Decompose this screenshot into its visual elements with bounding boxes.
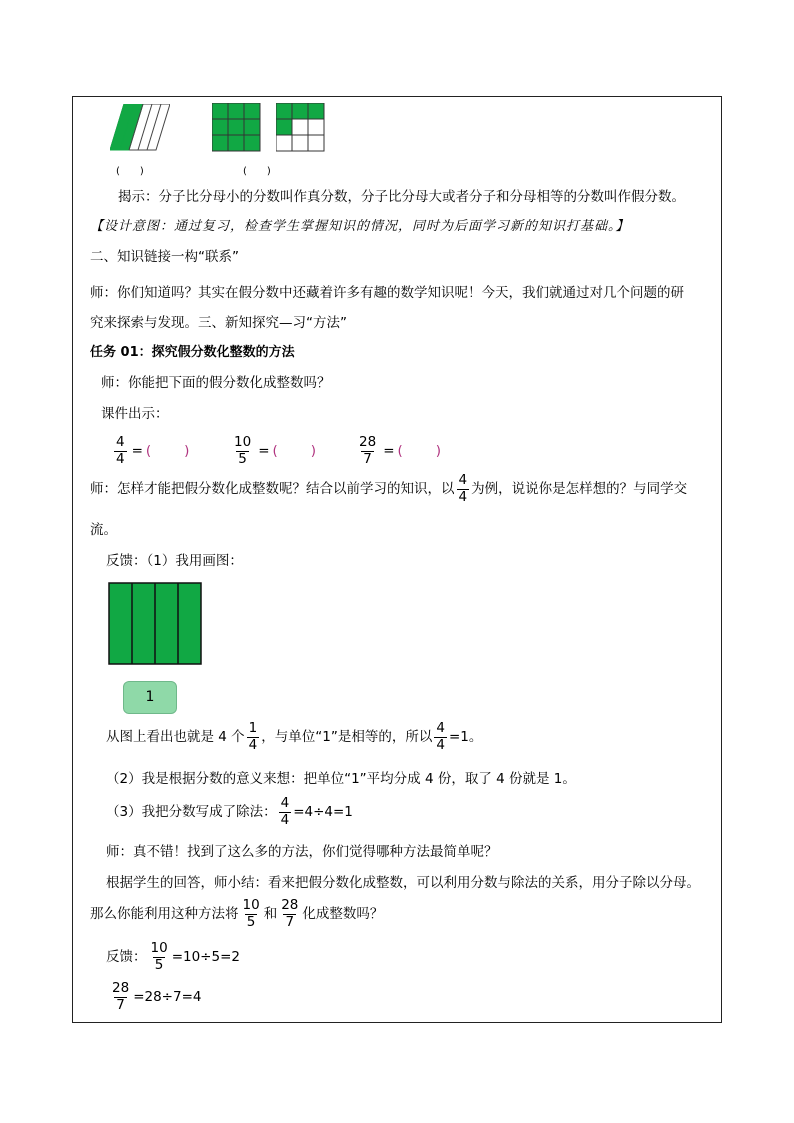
method-3-text: （3）我把分数写成了除法： $\frac{4}{4}$ =4÷4=1 xyxy=(106,795,353,828)
parallelogram-figure xyxy=(110,104,170,154)
teacher-line: 流。 xyxy=(90,522,117,538)
grid-figure-full xyxy=(212,103,262,153)
courseware-label: 课件出示： xyxy=(101,406,169,422)
answer-blank-1: ( ) xyxy=(116,166,144,177)
method-2-text: （2）我是根据分数的意义来想：把单位“1”平均分成 4 份，取了 4 份就是 1。 xyxy=(106,771,576,787)
answer-blank-2: ( ) xyxy=(243,166,271,177)
unit-one-box: 1 xyxy=(123,681,177,714)
teacher-line: 师：你们知道吗？其实在假分数中还藏着许多有趣的数学知识呢！今天，我们就通过对几个问题的研 xyxy=(90,285,684,301)
task-title: 任务 01：探究假分数化整数的方法 xyxy=(90,345,295,360)
exercise-item-3: $\frac{28}{7}$ = ( ) xyxy=(359,434,444,467)
feedback-label: 反馈：（1）我用画图： xyxy=(106,553,243,569)
teacher-line: 师：你能把下面的假分数化成整数吗？ xyxy=(101,375,331,391)
reveal-text: 揭示：分子比分母小的分数叫作真分数，分子比分母大或者分子和分母相等的分数叫作假分数。 xyxy=(118,189,685,205)
feedback-division-2: $\frac{28}{7}$ =28÷7=4 xyxy=(112,980,202,1013)
picture-result-text: 从图上看出也就是 4 个 $\frac{1}{4}$ ，与单位“1”是相等的，所以 $\frac{4}{4}$ =1。 xyxy=(106,720,483,753)
exercise-item-1: $\frac{4}{4}$ = ( ) xyxy=(116,434,192,467)
grid-figure-partial xyxy=(276,103,326,153)
teacher-line: 究来探索与发现。三、新知探究—习“方法” xyxy=(90,315,347,331)
section-title: 二、知识链接一构“联系” xyxy=(90,249,239,265)
four-part-rectangle xyxy=(108,582,204,666)
exercise-item-2: $\frac{10}{5}$ = ( ) xyxy=(234,434,319,467)
summary-question: 那么你能利用这种方法将 $\frac{10}{5}$ 和 $\frac{28}{7}$ 化成整数吗？ xyxy=(90,897,384,930)
design-intent: 【设计意图：通过复习，检查学生掌握知识的情况，同时为后面学习新的知识打基础。】 xyxy=(90,219,630,234)
teacher-question: 师：怎样才能把假分数化成整数呢？结合以前学习的知识，以 $\frac{4}{4}$ 为例，说说你是怎样想的？与同学交 xyxy=(90,472,688,505)
teacher-line: 师：真不错！找到了这么多的方法，你们觉得哪种方法最简单呢？ xyxy=(106,844,498,860)
feedback-division-1: 反馈： $\frac{10}{5}$ =10÷5=2 xyxy=(106,940,240,973)
summary-text: 根据学生的回答，师小结：看来把假分数化成整数，可以利用分数与除法的关系，用分子除以分母。 xyxy=(106,875,700,891)
